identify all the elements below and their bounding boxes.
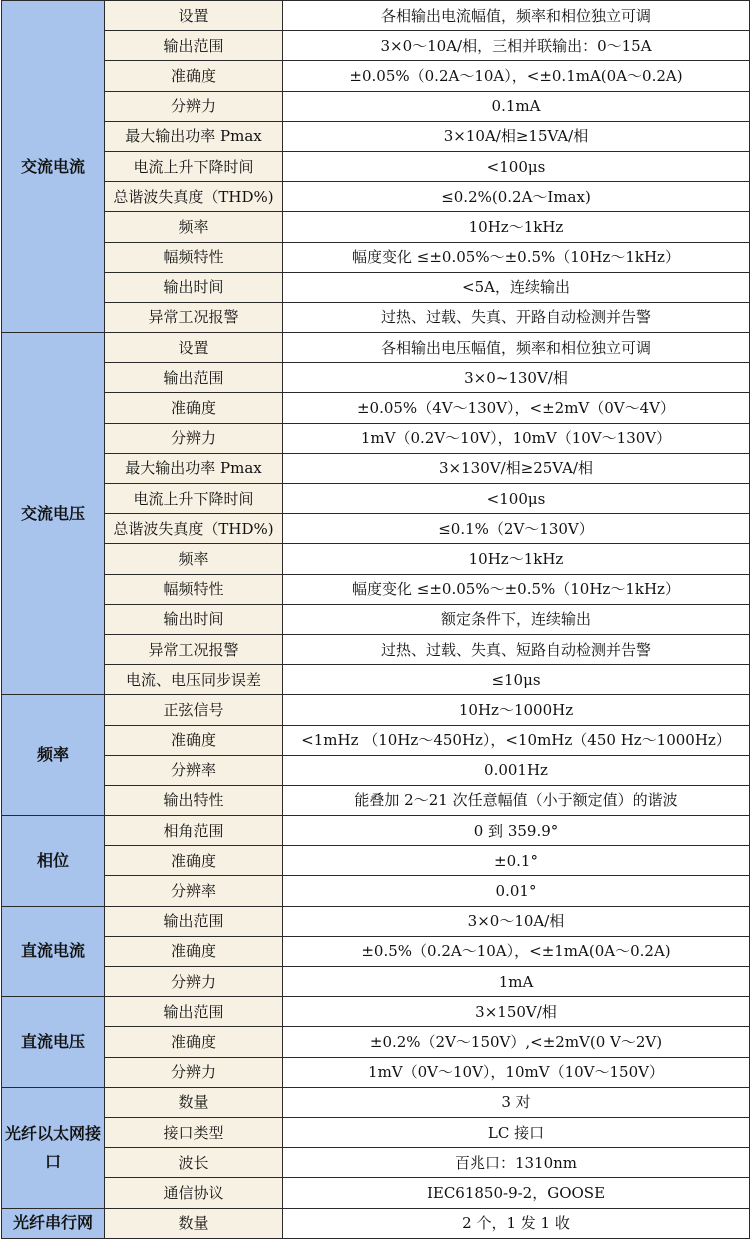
param-label: 电流上升下降时间 — [105, 151, 283, 181]
param-value: 2 个，1 发 1 收 — [283, 1208, 750, 1238]
table-row — [2, 665, 750, 695]
param-value: 各相输出电压幅值，频率和相位独立可调 — [283, 333, 750, 363]
table-row — [2, 967, 750, 997]
param-value: 额定条件下，连续输出 — [283, 604, 750, 634]
table-row — [2, 634, 750, 664]
table-row — [2, 1027, 750, 1057]
param-label: 异常工况报警 — [105, 634, 283, 664]
table-row — [2, 876, 750, 906]
param-value: ≤0.1%（2V～130V） — [283, 514, 750, 544]
param-label: 设置 — [105, 333, 283, 363]
table-row — [2, 604, 750, 634]
param-label: 频率 — [105, 544, 283, 574]
table-row — [2, 1057, 750, 1087]
param-value: 0.01° — [283, 876, 750, 906]
param-label: 电流、电压同步误差 — [105, 665, 283, 695]
table-row — [2, 242, 750, 272]
param-value: ≤0.2%(0.2A～Imax) — [283, 182, 750, 212]
param-value: IEC61850-9-2，GOOSE — [283, 1178, 750, 1208]
param-label: 输出范围 — [105, 997, 283, 1027]
table-row — [2, 151, 750, 181]
table-row — [2, 816, 750, 846]
param-value: LC 接口 — [283, 1117, 750, 1147]
category-dc-current: 直流电流 — [2, 906, 105, 997]
param-label: 最大输出功率 Pmax — [105, 121, 283, 151]
param-label: 异常工况报警 — [105, 302, 283, 332]
param-value: 百兆口：1310nm — [283, 1148, 750, 1178]
table-row — [2, 1117, 750, 1147]
table-row — [2, 574, 750, 604]
param-label: 频率 — [105, 212, 283, 242]
category-ac-voltage: 交流电压 — [2, 333, 105, 695]
param-value: 0.1mA — [283, 91, 750, 121]
param-label: 输出时间 — [105, 272, 283, 302]
param-label: 分辨力 — [105, 967, 283, 997]
param-value: ±0.1° — [283, 846, 750, 876]
category-dc-voltage: 直流电压 — [2, 997, 105, 1088]
table-row — [2, 544, 750, 574]
category-fiber-ethernet: 光纤以太网接口 — [2, 1087, 105, 1208]
param-label: 总谐波失真度（THD%) — [105, 182, 283, 212]
table-row — [2, 363, 750, 393]
table-row — [2, 484, 750, 514]
param-label: 准确度 — [105, 1027, 283, 1057]
table-row — [2, 1, 750, 31]
table-row — [2, 423, 750, 453]
table-row — [2, 212, 750, 242]
table-row — [2, 695, 750, 725]
table-row — [2, 846, 750, 876]
param-value: ±0.2%（2V～150V）,<±2mV(0 V～2V) — [283, 1027, 750, 1057]
param-label: 数量 — [105, 1208, 283, 1238]
table-row — [2, 997, 750, 1027]
param-label: 相角范围 — [105, 816, 283, 846]
param-value: 幅度变化 ≤±0.05%～±0.5%（10Hz～1kHz） — [283, 242, 750, 272]
param-label: 分辨力 — [105, 91, 283, 121]
table-row — [2, 182, 750, 212]
param-value: 0.001Hz — [283, 755, 750, 785]
table-row — [2, 453, 750, 483]
param-value: 1mA — [283, 967, 750, 997]
param-value: 3×0~130V/相 — [283, 363, 750, 393]
param-value: ±0.05%（0.2A～10A），<±0.1mA(0A～0.2A) — [283, 61, 750, 91]
param-label: 波长 — [105, 1148, 283, 1178]
param-value: 0 到 359.9° — [283, 816, 750, 846]
spec-table — [1, 0, 750, 1239]
table-row — [2, 1208, 750, 1238]
param-value: 能叠加 2～21 次任意幅值（小于额定值）的谐波 — [283, 785, 750, 815]
table-row — [2, 333, 750, 363]
param-label: 总谐波失真度（THD%) — [105, 514, 283, 544]
table-row — [2, 31, 750, 61]
table-row — [2, 302, 750, 332]
param-label: 输出时间 — [105, 604, 283, 634]
table-row — [2, 1087, 750, 1117]
param-label: 输出范围 — [105, 363, 283, 393]
param-value: 3×0～10A/相，三相并联输出：0～15A — [283, 31, 750, 61]
table-row — [2, 906, 750, 936]
param-value: <100μs — [283, 151, 750, 181]
param-value: 3×0～10A/相 — [283, 906, 750, 936]
param-label: 准确度 — [105, 61, 283, 91]
param-value: 3×150V/相 — [283, 997, 750, 1027]
param-value: 幅度变化 ≤±0.05%～±0.5%（10Hz～1kHz） — [283, 574, 750, 604]
param-label: 输出范围 — [105, 906, 283, 936]
category-phase: 相位 — [2, 816, 105, 907]
param-label: 正弦信号 — [105, 695, 283, 725]
param-value: 各相输出电流幅值，频率和相位独立可调 — [283, 1, 750, 31]
spec-table-body — [2, 1, 750, 1239]
param-value: 3×10A/相≥15VA/相 — [283, 121, 750, 151]
param-value: ±0.5%（0.2A～10A），<±1mA(0A～0.2A) — [283, 936, 750, 966]
param-label: 幅频特性 — [105, 242, 283, 272]
param-label: 接口类型 — [105, 1117, 283, 1147]
table-row — [2, 272, 750, 302]
category-frequency: 频率 — [2, 695, 105, 816]
param-value: 过热、过载、失真、短路自动检测并告警 — [283, 634, 750, 664]
table-row — [2, 785, 750, 815]
table-row — [2, 1178, 750, 1208]
table-row — [2, 936, 750, 966]
param-label: 输出范围 — [105, 31, 283, 61]
param-label: 设置 — [105, 1, 283, 31]
param-value: ≤10μs — [283, 665, 750, 695]
category-ac-current: 交流电流 — [2, 1, 105, 333]
param-value: <5A，连续输出 — [283, 272, 750, 302]
param-label: 输出特性 — [105, 785, 283, 815]
param-label: 通信协议 — [105, 1178, 283, 1208]
table-row — [2, 514, 750, 544]
param-value: 1mV（0.2V～10V），10mV（10V～130V） — [283, 423, 750, 453]
param-label: 幅频特性 — [105, 574, 283, 604]
param-label: 数量 — [105, 1087, 283, 1117]
param-value: 10Hz～1kHz — [283, 544, 750, 574]
param-value: ±0.05%（4V～130V），<±2mV（0V～4V） — [283, 393, 750, 423]
param-label: 分辨率 — [105, 876, 283, 906]
table-row — [2, 725, 750, 755]
table-row — [2, 393, 750, 423]
table-row — [2, 755, 750, 785]
category-fiber-serial: 光纤串行网 — [2, 1208, 105, 1238]
param-value: 3×130V/相≥25VA/相 — [283, 453, 750, 483]
table-row — [2, 121, 750, 151]
table-row — [2, 91, 750, 121]
param-value: <100μs — [283, 484, 750, 514]
param-value: <1mHz （10Hz～450Hz），<10mHz（450 Hz～1000Hz） — [283, 725, 750, 755]
param-label: 准确度 — [105, 846, 283, 876]
param-value: 10Hz～1000Hz — [283, 695, 750, 725]
param-label: 最大输出功率 Pmax — [105, 453, 283, 483]
param-label: 准确度 — [105, 725, 283, 755]
param-label: 分辨力 — [105, 423, 283, 453]
param-value: 10Hz～1kHz — [283, 212, 750, 242]
param-label: 分辨力 — [105, 1057, 283, 1087]
param-value: 过热、过载、失真、开路自动检测并告警 — [283, 302, 750, 332]
param-label: 准确度 — [105, 936, 283, 966]
param-label: 准确度 — [105, 393, 283, 423]
param-value: 3 对 — [283, 1087, 750, 1117]
table-row — [2, 61, 750, 91]
param-value: 1mV（0V～10V），10mV（10V～150V） — [283, 1057, 750, 1087]
param-label: 分辨率 — [105, 755, 283, 785]
param-label: 电流上升下降时间 — [105, 484, 283, 514]
table-row — [2, 1148, 750, 1178]
